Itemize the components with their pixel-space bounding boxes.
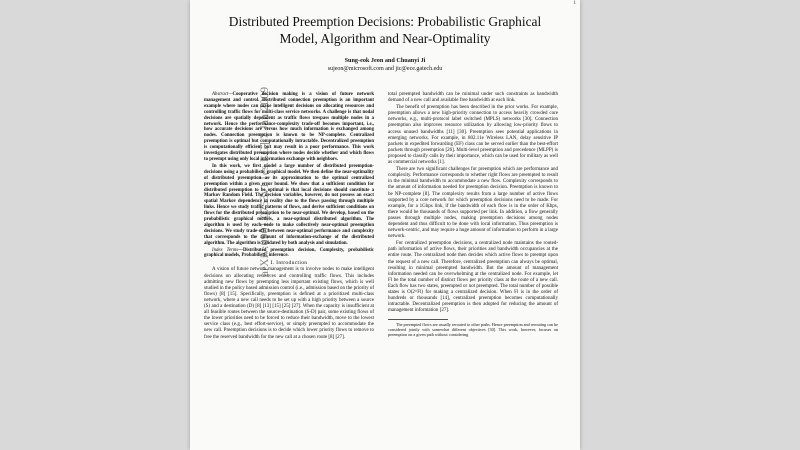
- index-terms-text: —Distributed preemption decision, Complexity, probabilistic graphical models, Probabilistic inference.: [204, 247, 374, 259]
- paper-authors: Sung-eok Jeon and Chuanyi Ji: [344, 57, 426, 64]
- section-heading: I. Introduction: [270, 260, 308, 267]
- abstract-paragraph-2: In this work, we first model a large number of distributed preemption-decisions using a probabilistic graphical model. We then define the near-optimality of distributed preemption as its approximation to the optimal centralized preemption within a given error bound. We show that a sufficient condition for distributed preemption to be optimal is that local decisions should constitute a Markov Random Field. The decision variables, however, do not possess an exact spatial Markov dependence in reality due to the flows passing through multiple links. Hence we study traffic patterns of flows, and derive sufficient conditions on flows for the distributed preemption to be near-optimal. We develop, based on the probabilistic graphical models, a near-optimal distributed algorithm. The algorithm is used by each node to make collectively near-optimal preemption decisions. We study trade-offs between near-optimal performance and complexity that corresponds to the amount of information-exchange of the distributed algorithm. The algorithm is validated by both analysis and simulation.: [204, 163, 374, 246]
- intro-paragraph-1: A vision of future network management is to involve nodes to make intelligent decisions on allocating resources and controlling traffic flows. This includes admitting new flows by preempting less important existing flows, which is well studied in the policy based admission control (i.e., admission based on the priority of flows) [8] [15]. Specifically, preemption is defined at a prioritized multi-class network, where a new call needs to be set up with a high priority between a source (S) and a destination (D) [8] [13] [15] [25] [27]. When the capacity is insufficient at all feasible routes between the source-destination (S-D) pair, some existing flows of the lower priorities need to be forced to reduce their bandwidth, move to the lowest service class (e.g., best effort-service), or simply preempted to accommodate the new call. Preemption decisions is to decide which lower priority flows to remove to free the reserved bandwidth for the new call at a chosen route [8] [27].: [204, 267, 374, 340]
- footnote: The preempted flows are usually rerouted to other paths. Hence preemption and rerouting can be considered jointly with somewhat different objectives [30]. This work, however, focuses on preemption on a given path without considering: [388, 322, 558, 338]
- right-paragraph-3: For centralized preemption decisions, a centralized node maintains the routed-path information of active flows, their priorities and bandwidth occupancies at the entire route. The centralized node then decides which active flows to preempt upon the request of a new call. Therefore, centralized preemption can always be optimal, resulting in minimal preempted bandwidth. But the amount of management information needed can be overwhelming at the centralized node. For example, let Fl be the total number of distinct flows per priority class at the route of a new call. Each flow has two states, preempted or not preempted. The total number of possible states is O(2^Fl) for making a centralized decision. When Fl is in the order of hundreds or thousands [14], centralized preemption becomes computationally intractable. Decentralized preemption is then adopted for reducing the amount of management information [27].: [388, 241, 558, 314]
- right-paragraph-1: The benefit of preemption has been described in the prior works. For example, preemption allows a new high-priority connection to access heavily crowded core networks, e.g., multi-protocol label switched (MPLS) networks [30]. Connection preemption also improves resource utilization by allowing low-priority flows to access unused bandwidths [11] [30]. Preemption sees potential applications in emerging networks. For example, in 802.11e Wireless LAN, delay sensitive IP packets in expedited forwarding (EF) class can be served earlier than the best-effort packets through preemption [26]. Multi-level preemption and precedence (MLPP) is proposed to classify calls by their importance, which can be used for military as well as commercial networks [1].: [388, 105, 558, 166]
- paper-page: [190, 0, 580, 450]
- paper-title: Distributed Preemption Decisions: Probabilistic Graphical Model, Algorithm and Near-Optimality: [228, 14, 542, 46]
- footnote-divider: [388, 319, 448, 320]
- page-number: 1: [573, 1, 576, 6]
- abstract-label: Abstract—: [212, 92, 233, 97]
- abstract-text-1: Cooperative decision making is a vision of future network management and control. Distributed connection preemption is an important example where nodes can make intelligent decisions on allocating resources and controlling traffic flows for multi-class service networks. A challenge is that nodal decisions are spatially dependent as traffic flows trespass multiple nodes in a network. Hence the performance-complexity trade-off becomes important, i.e., how accurate decisions are versus how much information is exchanged among nodes. Connection preemption is known to be NP-complete. Centralized preemption is optimal but computationally intractable. Decentralized preemption is computationally efficient but may result in a poor performance. This work investigates distributed preemption where nodes decide whether and which flows to preempt using only local information exchange with neighbors.: [204, 92, 374, 162]
- arxiv-stamp: arXiv:0901.0753v1 [cs.LG] 7 Jan 2009: [258, 86, 272, 277]
- right-column: [388, 92, 558, 338]
- right-paragraph-0: total preempted bandwidth can be minimal under such constraints as bandwidth demand of a new call and available free bandwidth at each link.: [388, 92, 558, 104]
- index-terms: [204, 248, 374, 260]
- abstract-paragraph-1: [204, 92, 374, 163]
- right-paragraph-2: There are two significant challenges for preemption which are performance and complexity. Performance corresponds to whether right flows are preempted to result in the minimal bandwidth to accommodate a new flow. Complexity corresponds to the amount of information needed for preemption decision. Preemption is known to be NP-complete [8]. The complexity results from a large number of active flows supported by a core network for which preemption decisions need to be made. For example, for a 1Gbps link, if the bandwidth of each flow is in the order of Kbps, there would be thousands of flows supported per link. In addition, a flow generally passes through multiple nodes, making preemption decisions among nodes dependent and thus difficult to be done with local information. Thus preemption is network-centric, and may require a huge amount of information to perform in a large network.: [388, 167, 558, 240]
- left-column: [204, 92, 374, 342]
- index-terms-label: Index Terms: [212, 247, 239, 253]
- author-emails: sujeon@microsoft.com and jic@ece.gatech.edu: [327, 66, 443, 72]
